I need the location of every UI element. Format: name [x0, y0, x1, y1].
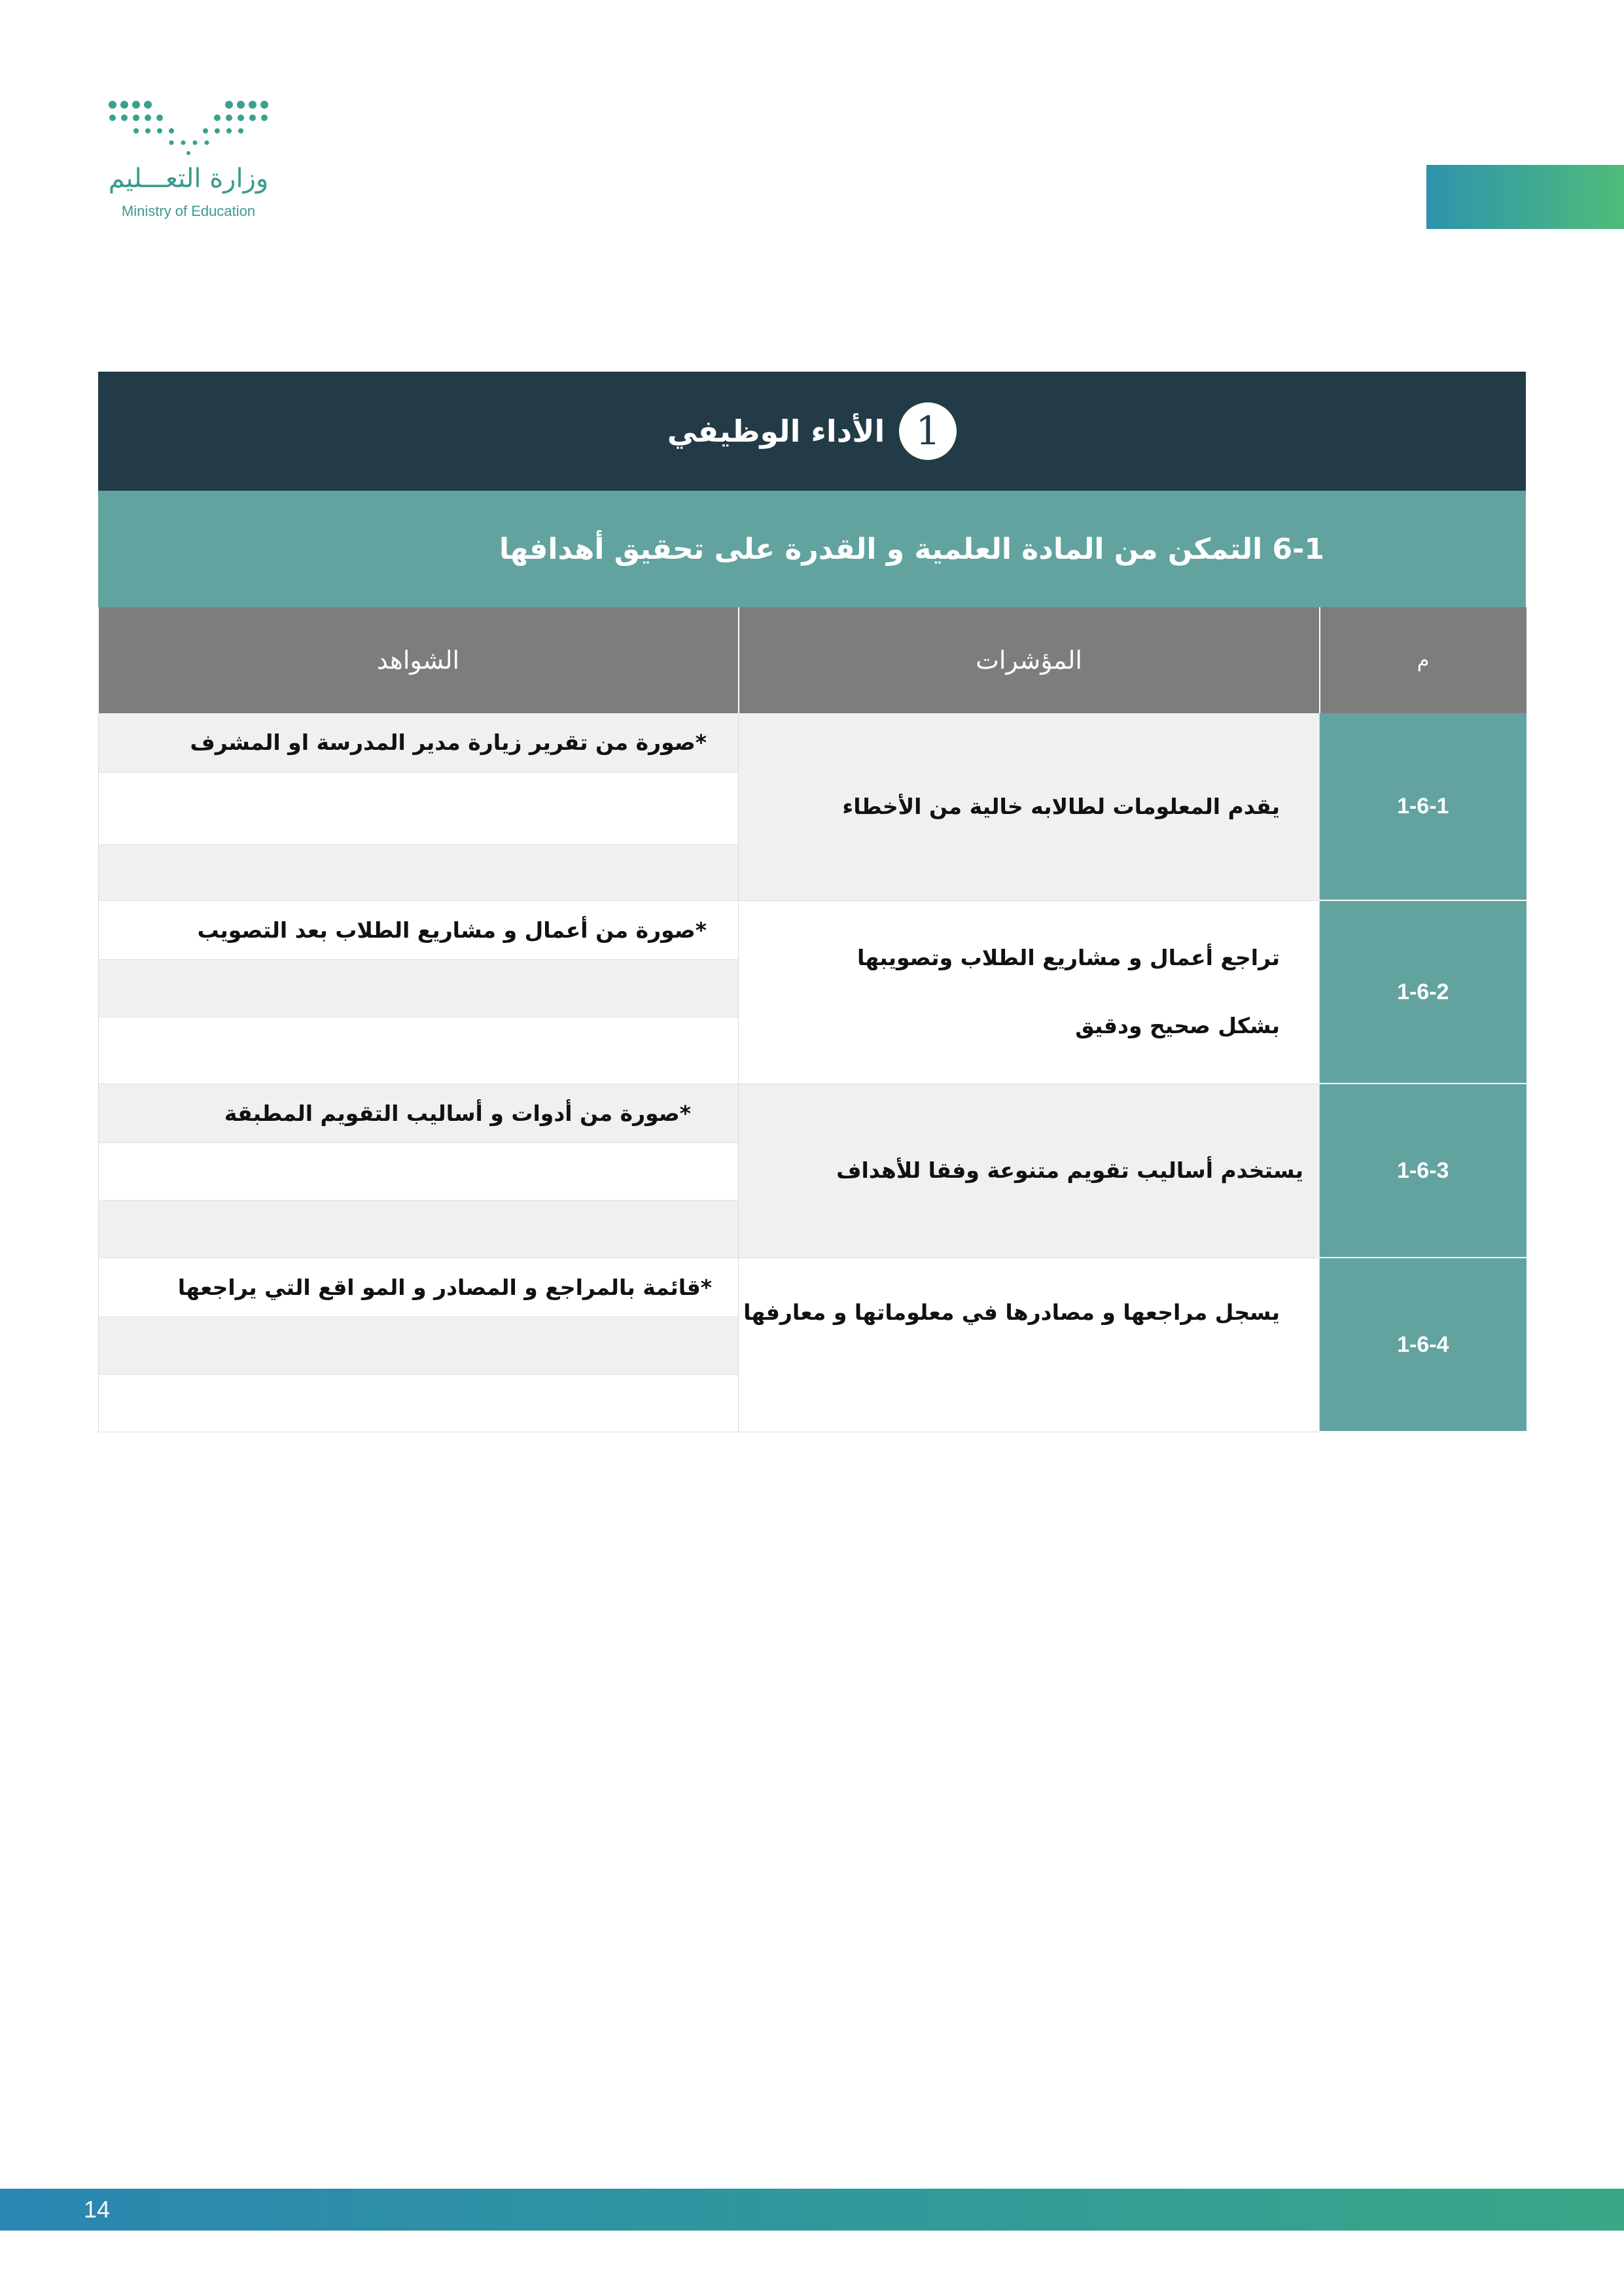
- header-number: م: [1320, 607, 1527, 713]
- row-evidence-empty: [99, 1142, 739, 1200]
- ministry-logo: [103, 98, 274, 229]
- header-evidence: الشواهد: [99, 607, 739, 713]
- row-indicator: يسجل مراجعها و مصادرها في معلوماتها و معارفها: [739, 1258, 1320, 1432]
- row-evidence-empty: [99, 1374, 739, 1432]
- row-evidence: *صورة من تقرير زيارة مدير المدرسة او المشرف: [99, 713, 739, 772]
- section-title: الأداء الوظيفي: [667, 414, 885, 449]
- table-row: [99, 1084, 1527, 1142]
- logo-english-name: Ministry of Education: [121, 203, 256, 219]
- row-evidence: *قائمة بالمراجع و المصادر و المو اقع التي يراجعها: [99, 1258, 739, 1316]
- header-indicators: المؤشرات: [739, 607, 1320, 713]
- row-indicator: يستخدم أساليب تقويم متنوعة وفقا للأهداف: [739, 1084, 1320, 1258]
- row-evidence-empty: [99, 844, 739, 900]
- row-evidence: *صورة من أعمال و مشاريع الطلاب بعد التصويب: [99, 900, 739, 959]
- standard-title: 6-1 التمكن من المادة العلمية و القدرة على تحقيق أهدافها: [499, 532, 1324, 566]
- dots-emblem-icon: [103, 98, 274, 157]
- logo-arabic-name: وزارة التعـــليم: [108, 164, 269, 194]
- row-evidence-empty: [99, 1017, 739, 1084]
- row-number: 1-6-4: [1320, 1258, 1527, 1432]
- row-number: 1-6-2: [1320, 900, 1527, 1084]
- row-evidence-empty: [99, 1316, 739, 1374]
- standard-title-band: [98, 491, 1526, 607]
- footer-bar: [0, 2189, 1624, 2231]
- row-evidence-empty: [99, 1200, 739, 1258]
- row-number: 1-6-1: [1320, 713, 1527, 900]
- corner-accent-bar: [1426, 165, 1624, 229]
- standard-table: [98, 372, 1526, 1432]
- row-evidence-empty: [99, 772, 739, 844]
- table-row: [99, 900, 1527, 959]
- indicators-table: [98, 607, 1527, 1432]
- row-number: 1-6-3: [1320, 1084, 1527, 1258]
- table-row: [99, 1258, 1527, 1316]
- row-indicator: يقدم المعلومات لطالابه خالية من الأخطاء: [739, 713, 1320, 900]
- page-number: 14: [84, 2196, 111, 2223]
- table-header-row: [99, 607, 1527, 713]
- section-title-band: [98, 372, 1526, 491]
- section-number-badge: 1: [899, 402, 957, 460]
- row-indicator: تراجع أعمال و مشاريع الطلاب وتصويبها بشكل صحيح ودقيق: [739, 900, 1320, 1084]
- row-evidence: *صورة من أدوات و أساليب التقويم المطبقة: [99, 1084, 739, 1142]
- table-row: [99, 713, 1527, 772]
- row-evidence-empty: [99, 959, 739, 1017]
